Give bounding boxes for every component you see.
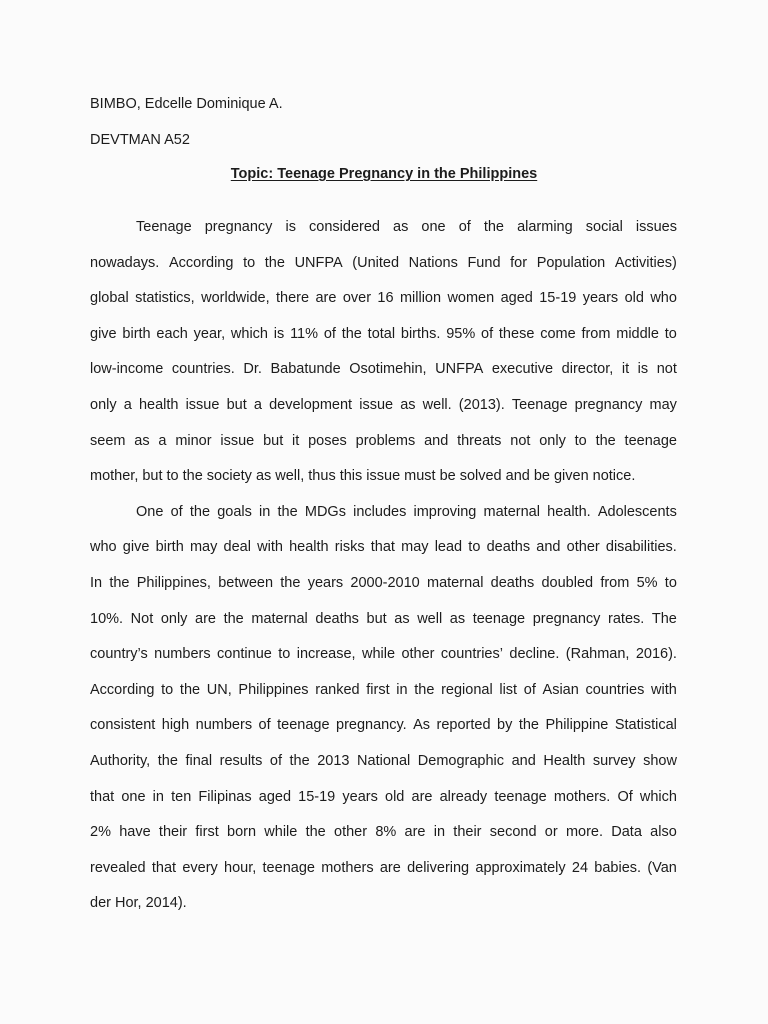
course-section: DEVTMAN A52 [90,132,190,148]
essay-body [90,218,677,930]
text-line: seem as a minor issue but it poses problems and threats not only to the teenage [90,432,677,449]
text-line: that one in ten Filipinas aged 15-19 years old are already teenage mothers. Of which [90,788,677,805]
essay-title: Topic: Teenage Pregnancy in the Philippines [230,166,538,182]
text-line: In the Philippines, between the years 2000-2010 maternal deaths doubled from 5% to [90,574,677,591]
text-line: mother, but to the society as well, thus this issue must be solved and be given notice. [90,468,636,485]
text-line: 2% have their first born while the other 8% are in their second or more. Data also [90,824,677,841]
text-line: Teenage pregnancy is considered as one of the alarming social issues [136,219,677,235]
text-line: global statistics, worldwide, there are over 16 million women aged 15-19 years old who [90,290,677,307]
text-line: only a health issue but a development issue as well. (2013). Teenage pregnancy may [90,396,677,413]
text-line: Authority, the final results of the 2013 National Demographic and Health survey show [90,752,677,769]
author-name: BIMBO, Edcelle Dominique A. [90,96,283,112]
text-line: revealed that every hour, teenage mothers are delivering approximately 24 babies. (Van [90,859,677,876]
text-line: country’s numbers continue to increase, while other countries’ decline. (Rahman, 2016). [90,646,677,663]
text-line: nowadays. According to the UNFPA (United Nations Fund for Population Activities) [90,254,677,271]
text-line: give birth each year, which is 11% of the total births. 95% of these come from middle to [90,325,677,342]
text-line: consistent high numbers of teenage pregnancy. As reported by the Philippine Statistical [90,717,677,734]
text-line: One of the goals in the MDGs includes improving maternal health. Adolescents [136,503,677,520]
text-line: der Hor, 2014). [90,895,187,912]
text-line: who give birth may deal with health risks that may lead to deaths and other disabilities. [90,539,677,556]
text-line: According to the UN, Philippines ranked first in the regional list of Asian countries with [90,681,677,698]
text-line: 10%. Not only are the maternal deaths but as well as teenage pregnancy rates. The [90,610,677,627]
text-line: low-income countries. Dr. Babatunde Osotimehin, UNFPA executive director, it is not [90,361,677,378]
